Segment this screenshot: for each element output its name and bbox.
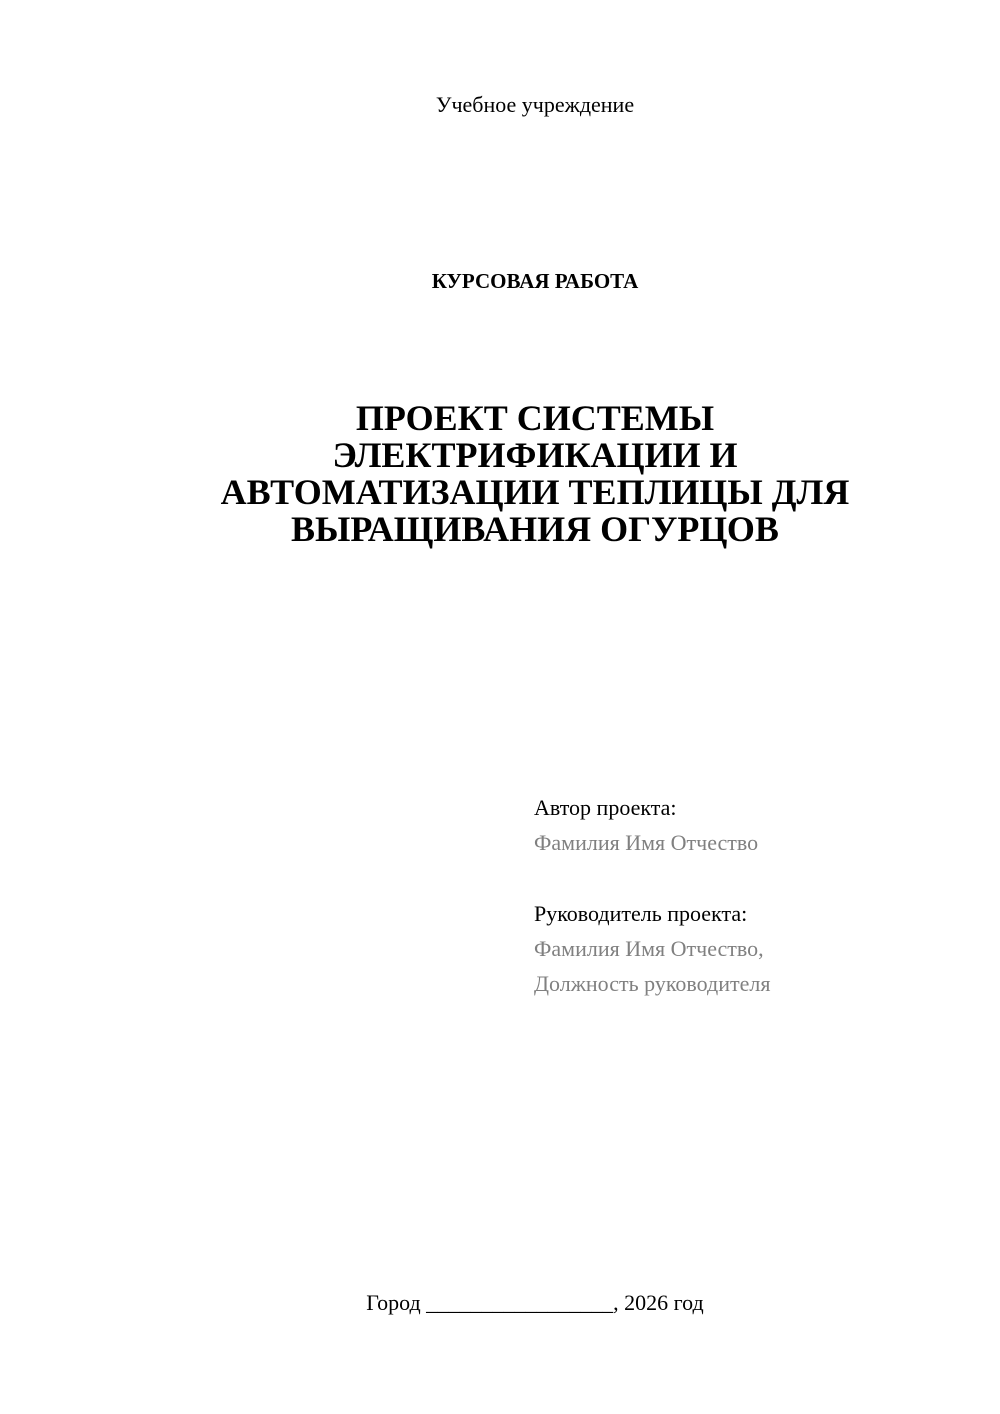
credits-block bbox=[534, 790, 770, 1001]
document-title bbox=[0, 400, 1000, 548]
city-year-footer: Город _________________, 2026 год bbox=[366, 1290, 704, 1315]
author-name: Фамилия Имя Отчество bbox=[534, 830, 759, 855]
work-type-heading: КУРСОВАЯ РАБОТА bbox=[431, 269, 639, 293]
author-label: Автор проекта: bbox=[534, 795, 677, 820]
supervisor-label: Руководитель проекта: bbox=[534, 901, 748, 926]
supervisor-name: Фамилия Имя Отчество, bbox=[534, 936, 764, 961]
title-line: АВТОМАТИЗАЦИИ ТЕПЛИЦЫ ДЛЯ bbox=[220, 472, 850, 512]
title-line: ВЫРАЩИВАНИЯ ОГУРЦОВ bbox=[291, 509, 779, 549]
credits-spacer bbox=[534, 860, 770, 896]
institution-name: Учебное учреждение bbox=[435, 92, 635, 117]
title-line: ЭЛЕКТРИФИКАЦИИ И bbox=[332, 435, 738, 475]
title-line: ПРОЕКТ СИСТЕМЫ bbox=[355, 398, 715, 438]
supervisor-position: Должность руководителя bbox=[534, 971, 771, 996]
